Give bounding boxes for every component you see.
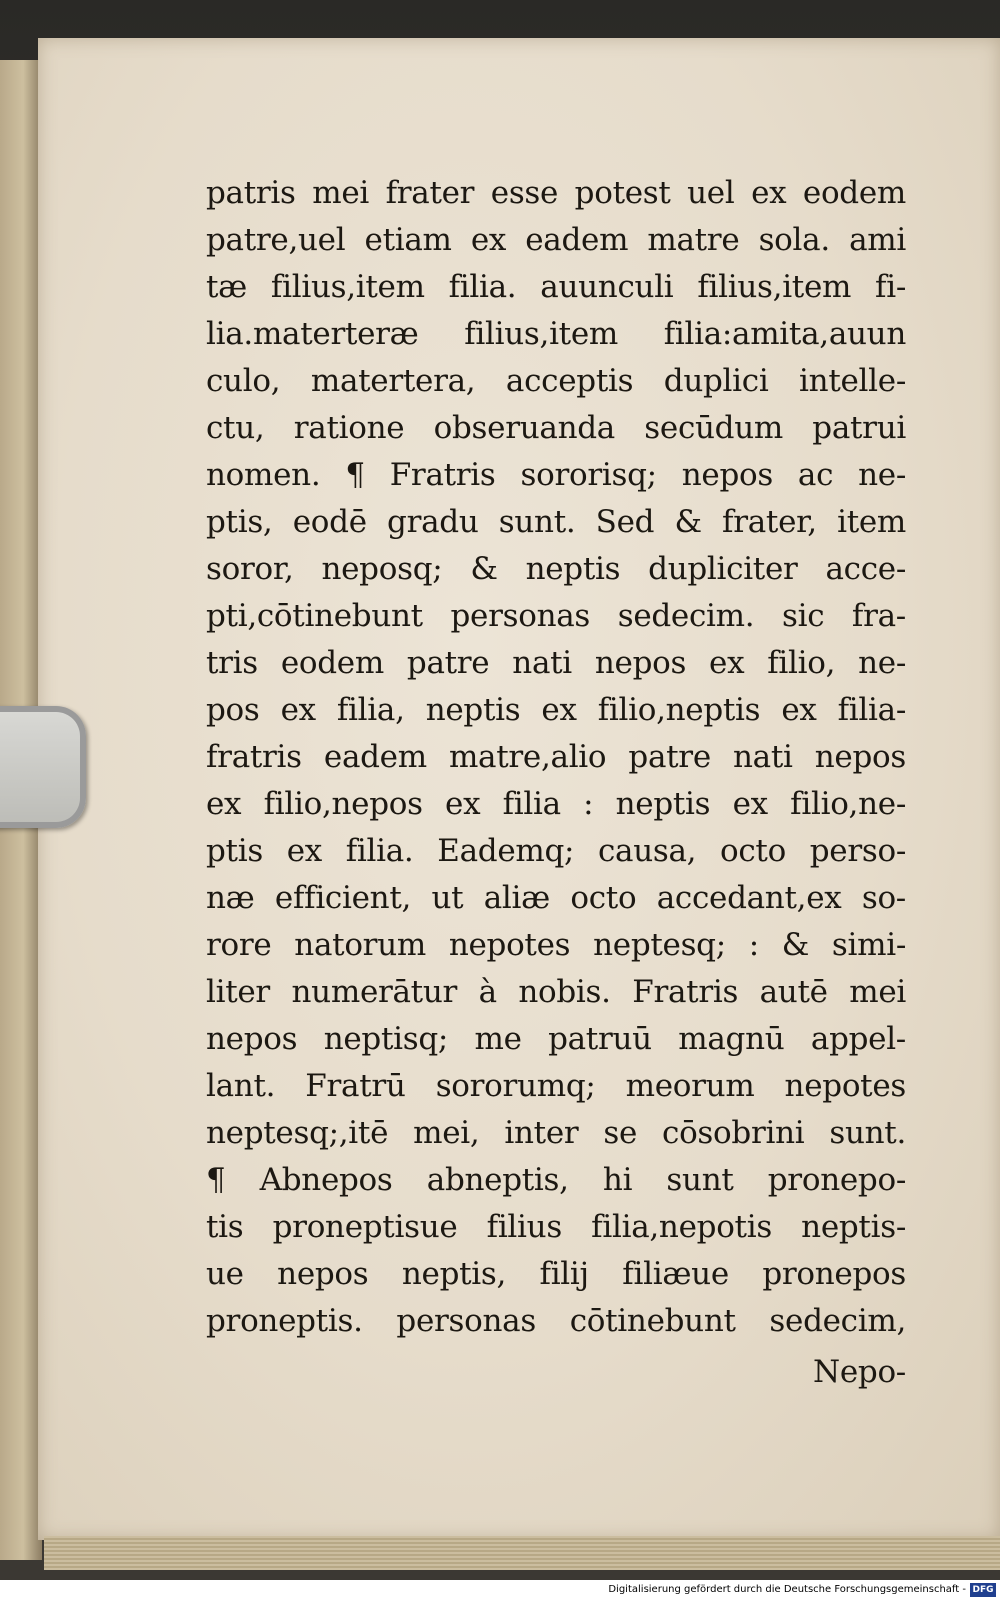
text-line: soror, neposq; & neptis dupliciter acce-: [206, 551, 906, 587]
text-line: culo, matertera, acceptis duplici intelle-: [206, 363, 906, 399]
text-line: tis proneptisue filius filia,nepotis neptis-: [206, 1209, 906, 1245]
text-line: nomen. ¶ Fratris sororisq; nepos ac ne-: [206, 457, 906, 493]
funding-credit: Digitalisierung gefördert durch die Deutsche Forschungsgemeinschaft -: [608, 1584, 966, 1595]
text-line: ¶ Abnepos abneptis, hi sunt pronepo-: [206, 1162, 906, 1198]
text-line: proneptis. personas cōtinebunt sedecim,: [206, 1303, 906, 1339]
page-clip: [0, 706, 86, 828]
text-line: tris eodem patre nati nepos ex filio, ne-: [206, 645, 906, 681]
text-line: pos ex filia, neptis ex filio,neptis ex filia-: [206, 692, 906, 728]
text-line: ptis ex filia. Eademq; causa, octo perso-: [206, 833, 906, 869]
text-line: neptesq;,itē mei, inter se cōsobrini sunt.: [206, 1115, 906, 1151]
text-line: næ efficient, ut aliæ octo accedant,ex so-: [206, 880, 906, 916]
text-line: ex filio,nepos ex filia : neptis ex filio,ne-: [206, 786, 906, 822]
text-line: patris mei frater esse potest uel ex eodem: [206, 175, 906, 211]
text-line: ctu, ratione obseruanda secūdum patrui: [206, 410, 906, 446]
text-line: nepos neptisq; me patruū magnū appel-: [206, 1021, 906, 1057]
text-line: lia.materteræ filius,item filia:amita,auun: [206, 316, 906, 352]
text-line: tæ filius,item filia. auunculi filius,item fi-: [206, 269, 906, 305]
text-line: liter numerātur à nobis. Fratris autē mei: [206, 974, 906, 1010]
page-text: [206, 170, 906, 1396]
text-line: ptis, eodē gradu sunt. Sed & frater, item: [206, 504, 906, 540]
catchword: Nepo-: [813, 1354, 906, 1390]
footer: [0, 1580, 1000, 1602]
page-stack-edge: [44, 1536, 1000, 1570]
dfg-logo: DFG: [970, 1583, 996, 1597]
text-line: fratris eadem matre,alio patre nati nepos: [206, 739, 906, 775]
text-line: lant. Fratrū sororumq; meorum nepotes: [206, 1068, 906, 1104]
text-line: rore natorum nepotes neptesq; : & simi-: [206, 927, 906, 963]
text-line: pti,cōtinebunt personas sedecim. sic fra-: [206, 598, 906, 634]
text-line: ue nepos neptis, filij filiæue pronepos: [206, 1256, 906, 1292]
text-line: patre,uel etiam ex eadem matre sola. ami: [206, 222, 906, 258]
